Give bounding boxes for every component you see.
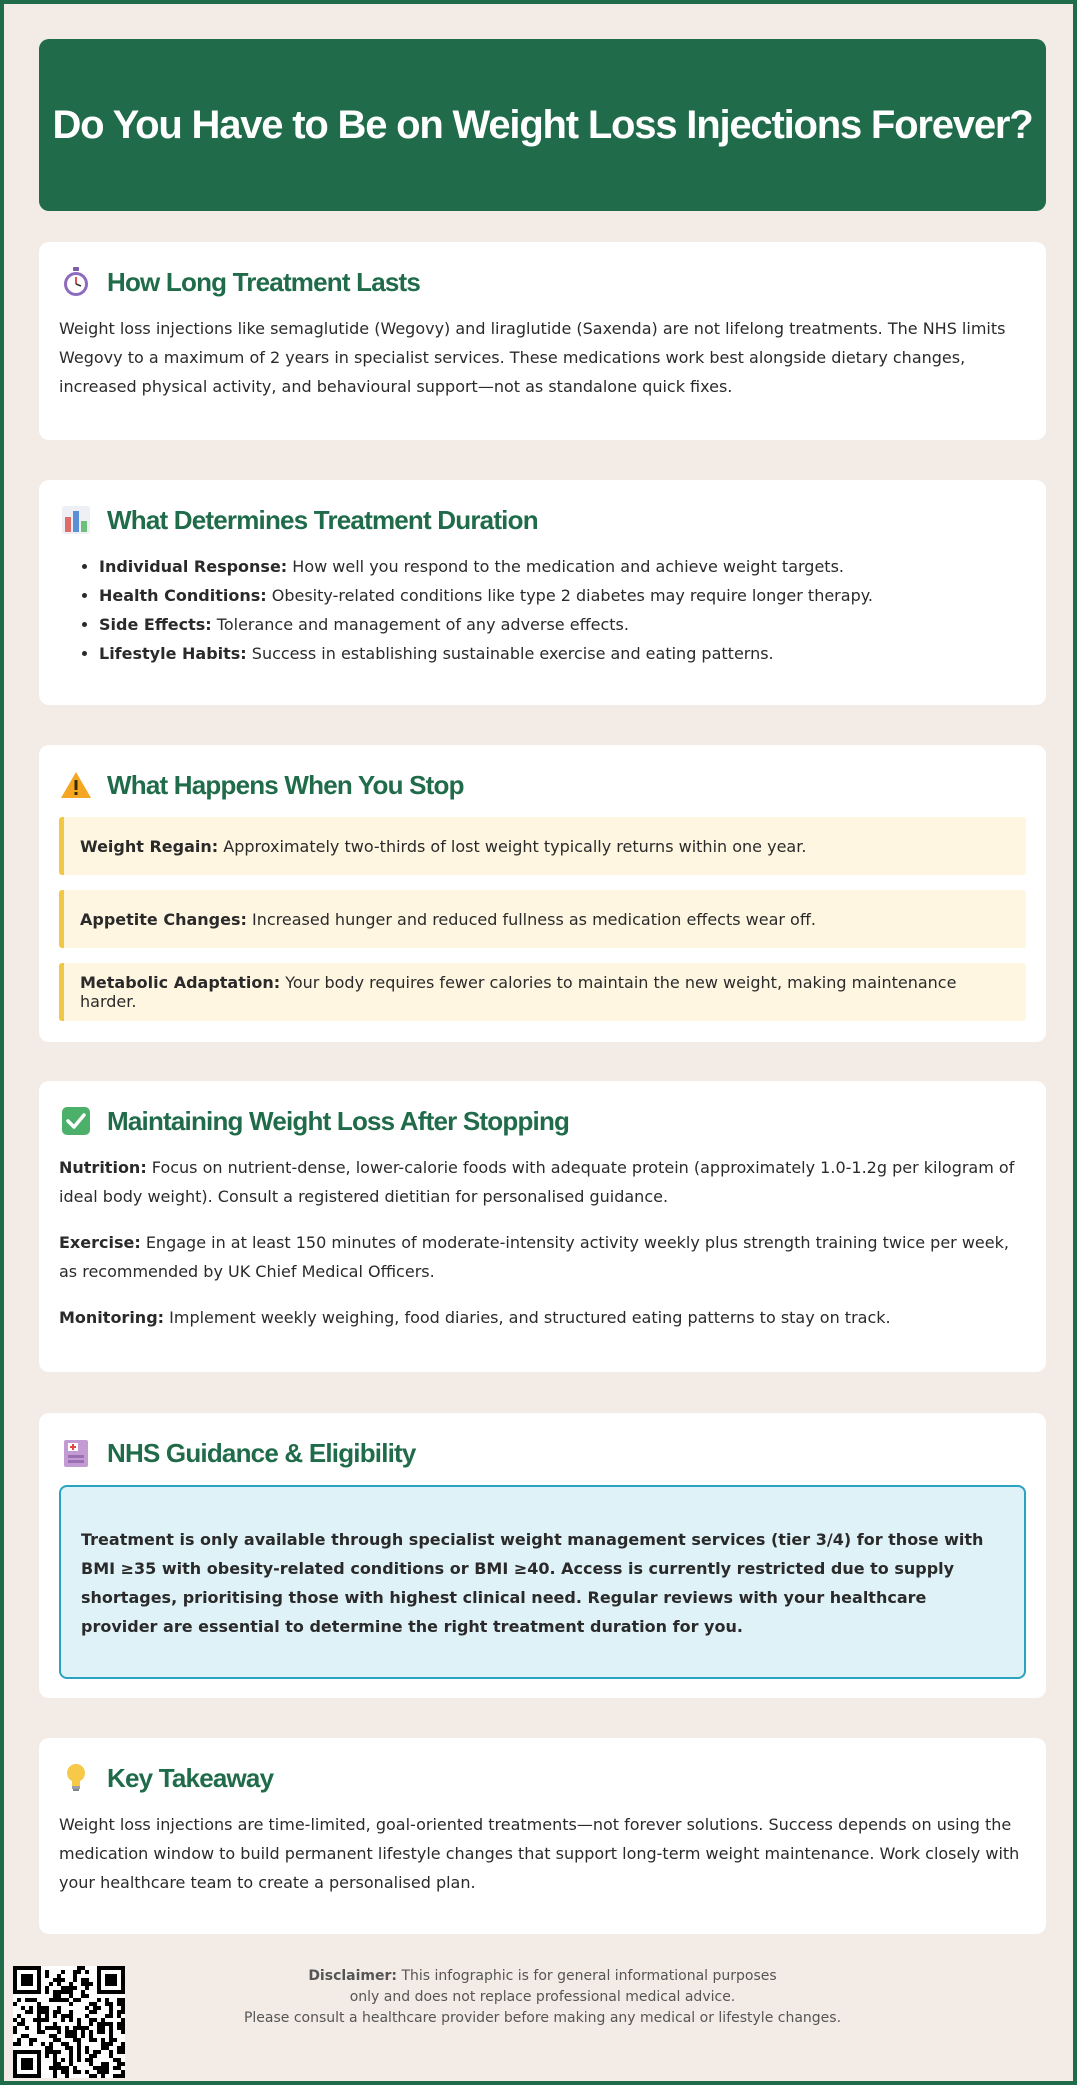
section-nhs-guidance [39, 1413, 1046, 1698]
disclaimer-line: Disclaimer: This infographic is for general informational purposes [308, 1968, 777, 1984]
effect-callout: Weight Regain: Approximately two-thirds of lost weight typically returns within one year. [59, 817, 1026, 875]
section-title: What Determines Treatment Duration [107, 504, 538, 535]
section-title: Key Takeaway [107, 1762, 274, 1793]
list-item: • Health Conditions: Obesity-related conditions like type 2 diabetes may require longer therapy. [99, 581, 1026, 610]
section-treatment-factors [39, 480, 1046, 705]
list-item: • Side Effects: Tolerance and management of any adverse effects. [99, 610, 1026, 639]
section-title: How Long Treatment Lasts [107, 266, 421, 297]
maintenance-tip: Nutrition: Focus on nutrient-dense, lower-calorie foods with adequate protein (approximately 1.0-1.2g per kilogram of ideal body weight). Consult a registered dietitian for personalised guidance. [59, 1158, 1015, 1206]
disclaimer-line: only and does not replace professional medical advice. [349, 1989, 736, 2005]
maintenance-tip: Monitoring: Implement weekly weighing, food diaries, and structured eating patterns to stay on track. [59, 1308, 891, 1327]
section-heading [59, 767, 1026, 803]
maintenance-tip: Exercise: Engage in at least 150 minutes of moderate-intensity activity weekly plus strength training twice per week, as recommended by UK Chief Medical Officers. [59, 1233, 1009, 1281]
eligibility-info-box [59, 1485, 1026, 1679]
section-heading [59, 264, 1026, 300]
hospital-icon [59, 1436, 93, 1470]
warning-icon [59, 768, 93, 802]
section-text: Weight loss injections like semaglutide (Wegovy) and liraglutide (Saxenda) are not lifelong treatments. The NHS limits Wegovy to a maximum of 2 years in specialist services. These medications work best alongside dietary changes, increased physical activity, and behavioural support—not as standalone quick fixes. [59, 319, 1006, 396]
disclaimer-line: Please consult a healthcare provider before making any medical or lifestyle changes. [243, 2010, 842, 2026]
effect-callout: Metabolic Adaptation: Your body requires fewer calories to maintain the new weight, making maintenance harder. [59, 963, 1026, 1021]
title-banner [39, 39, 1046, 211]
effect-callout: Appetite Changes: Increased hunger and reduced fullness as medication effects wear off. [59, 890, 1026, 948]
light-bulb-icon [59, 1761, 93, 1795]
disclaimer [4, 1966, 1077, 2029]
list-item: • Individual Response: How well you respond to the medication and achieve weight targets. [99, 552, 1026, 581]
section-heading [59, 502, 1026, 538]
section-key-takeaway [39, 1738, 1046, 1934]
check-box-icon [59, 1104, 93, 1138]
eligibility-text: Treatment is only available through specialist weight management services (tier 3/4) for those with BMI ≥35 with obesity-related conditions or BMI ≥40. Access is currently restricted due to supply shortages, prioritising those with highest clinical need. Regular reviews with your healthcare provider are essential to determine the right treatment duration for you. [81, 1530, 984, 1636]
section-heading [59, 1103, 1026, 1139]
page-title: Do You Have to Be on Weight Loss Injections Forever? [52, 102, 1033, 147]
section-heading [59, 1760, 1026, 1796]
section-maintaining [39, 1081, 1046, 1372]
stopwatch-icon [59, 265, 93, 299]
section-title: NHS Guidance & Eligibility [107, 1437, 416, 1468]
section-text: Weight loss injections are time-limited, goal-oriented treatments—not forever solutions. Success depends on using the medication window to build permanent lifestyle changes that support long-term weight maintenance. Work closely with your healthcare team to create a personalised plan. [59, 1815, 1020, 1892]
section-when-you-stop [39, 745, 1046, 1042]
section-title: What Happens When You Stop [107, 769, 464, 800]
section-treatment-length [39, 242, 1046, 440]
section-title: Maintaining Weight Loss After Stopping [107, 1105, 570, 1136]
section-heading [59, 1435, 1026, 1471]
list-item: • Lifestyle Habits: Success in establishing sustainable exercise and eating patterns. [99, 639, 1026, 668]
factor-list [59, 552, 1026, 668]
bar-chart-icon [59, 503, 93, 537]
